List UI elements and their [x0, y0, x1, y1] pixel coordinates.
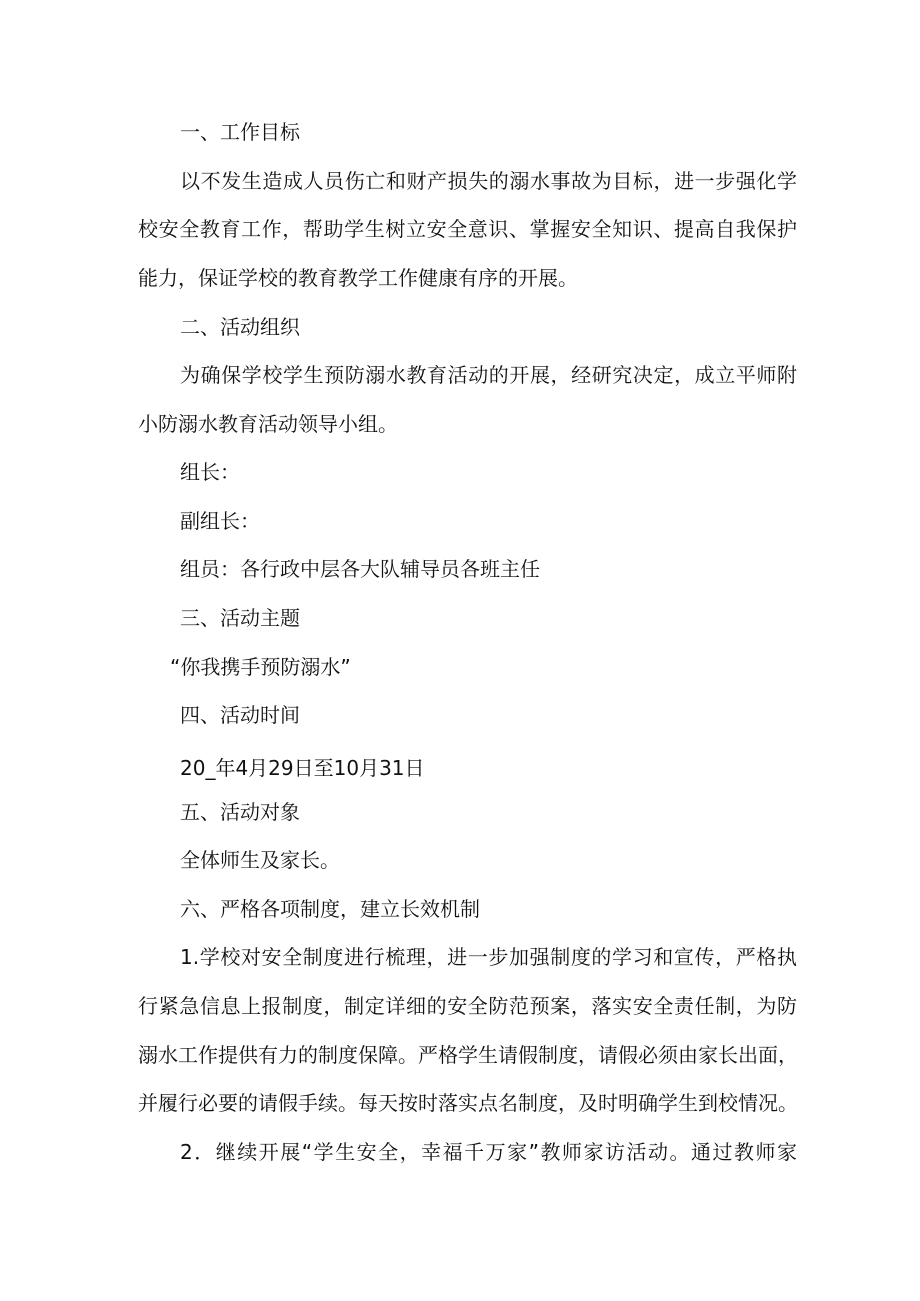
rules-item-1-line-2: 行紧急信息上报制度，制定详细的安全防范预案，落实安全责任制，为防 [138, 994, 797, 1018]
rules-item-1-line-1: 1.学校对安全制度进行梳理，进一步加强制度的学习和宣传，严格执 [180, 945, 797, 969]
goal-paragraph-line-2: 校安全教育工作，帮助学生树立安全意识、掌握安全知识、提高自我保护 [138, 217, 797, 241]
heading-activity-theme: 三、活动主题 [180, 606, 300, 630]
goal-paragraph-line-3: 能力，保证学校的教育教学工作健康有序的开展。 [138, 266, 578, 290]
activity-theme-text: “你我携手预防溺水” [170, 655, 351, 679]
rules-item-1-line-3: 溺水工作提供有力的制度保障。严格学生请假制度，请假必须由家长出面， [138, 1043, 798, 1067]
rules-item-2-line-1: 2．继续开展“学生安全，幸福千万家”教师家访活动。通过教师家 [180, 1140, 797, 1164]
activity-target-text: 全体师生及家长。 [180, 848, 340, 872]
rules-item-1-line-4: 并履行必要的请假手续。每天按时落实点名制度，及时明确学生到校情况。 [138, 1091, 798, 1115]
heading-activity-target: 五、活动对象 [180, 800, 300, 824]
organization-paragraph-line-2: 小防溺水教育活动领导小组。 [138, 412, 398, 436]
heading-work-goal: 一、工作目标 [180, 120, 300, 144]
heading-rules-mechanism: 六、严格各项制度，建立长效机制 [180, 897, 480, 921]
heading-activity-organization: 二、活动组织 [180, 315, 300, 339]
leader-line: 组长： [180, 460, 240, 484]
organization-paragraph-line-1: 为确保学校学生预防溺水教育活动的开展，经研究决定，成立平师附 [180, 363, 797, 387]
activity-time-text: 20_年4月29日至10月31日 [180, 756, 425, 780]
goal-paragraph-line-1: 以不发生造成人员伤亡和财产损失的溺水事故为目标，进一步强化学 [180, 169, 797, 193]
members-line: 组员：各行政中层各大队辅导员各班主任 [180, 557, 540, 581]
vice-leader-line: 副组长： [180, 509, 260, 533]
heading-activity-time: 四、活动时间 [180, 703, 300, 727]
